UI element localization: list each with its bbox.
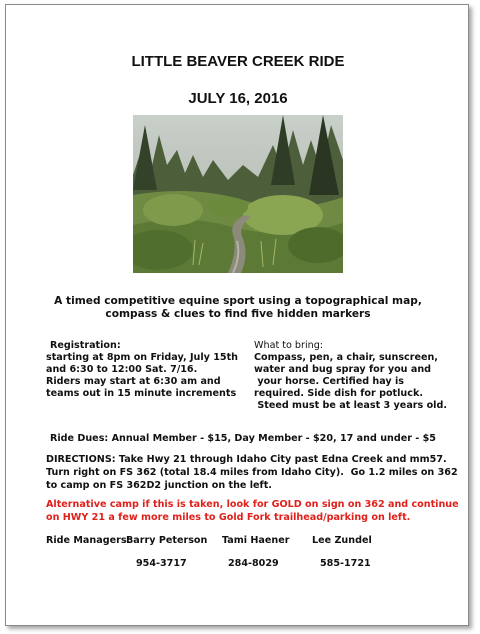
directions-line: to camp on FS 362D2 junction on the left. bbox=[46, 480, 272, 491]
alternative-camp-note bbox=[46, 498, 459, 524]
tagline bbox=[6, 295, 470, 321]
creek-photo bbox=[133, 115, 343, 273]
alternative-line: on HWY 21 a few more miles to Gold Fork trailhead/parking on left. bbox=[46, 512, 411, 523]
registration-line: and 6:30 to 12:00 Sat. 7/16. bbox=[46, 364, 198, 375]
directions-line: Turn right on FS 362 (total 18.4 miles from Idaho City). Go 1.2 miles on 362 bbox=[46, 467, 458, 478]
managers-label: Ride Managers: bbox=[46, 535, 131, 546]
creek-landscape-image bbox=[133, 115, 343, 273]
what-to-bring-line: water and bug spray for you and bbox=[254, 364, 432, 375]
directions-line: DIRECTIONS: Take Hwy 21 through Idaho City past Edna Creek and mm57. bbox=[46, 454, 447, 465]
alternative-line: Alternative camp if this is taken, look for GOLD on sign on 362 and continue bbox=[46, 499, 459, 510]
manager-name: Lee Zundel bbox=[312, 535, 372, 546]
registration-line: teams out in 15 minute increments bbox=[46, 388, 237, 399]
what-to-bring-line: required. Side dish for potluck. bbox=[254, 388, 423, 399]
tagline-line: A timed competitive equine sport using a topographical map, bbox=[54, 295, 422, 307]
ride-dues: Ride Dues: Annual Member - $15, Day Member - $20, 17 and under - $5 bbox=[50, 433, 436, 444]
registration-heading: Registration: bbox=[50, 340, 121, 351]
registration-block bbox=[46, 340, 238, 400]
manager-phone: 954-3717 bbox=[136, 558, 187, 569]
directions-block bbox=[46, 453, 458, 492]
what-to-bring-line: Steed must be at least 3 years old. bbox=[254, 400, 447, 411]
manager-name: Barry Peterson bbox=[126, 535, 208, 546]
tagline-line: compass & clues to find five hidden markers bbox=[105, 308, 371, 320]
registration-line: Riders may start at 6:30 am and bbox=[46, 376, 221, 387]
flyer-title: LITTLE BEAVER CREEK RIDE bbox=[131, 53, 345, 70]
flyer-date: JULY 16, 2016 bbox=[188, 90, 288, 107]
what-to-bring-line: Compass, pen, a chair, sunscreen, bbox=[254, 352, 438, 363]
what-to-bring-block bbox=[254, 340, 447, 412]
flyer-page bbox=[5, 4, 469, 626]
manager-name: Tami Haener bbox=[222, 535, 290, 546]
manager-phone: 284-8029 bbox=[228, 558, 279, 569]
registration-line: starting at 8pm on Friday, July 15th bbox=[46, 352, 239, 363]
manager-phone: 585-1721 bbox=[320, 558, 371, 569]
what-to-bring-heading: What to bring: bbox=[254, 340, 324, 351]
what-to-bring-line: your horse. Certified hay is bbox=[254, 376, 405, 387]
